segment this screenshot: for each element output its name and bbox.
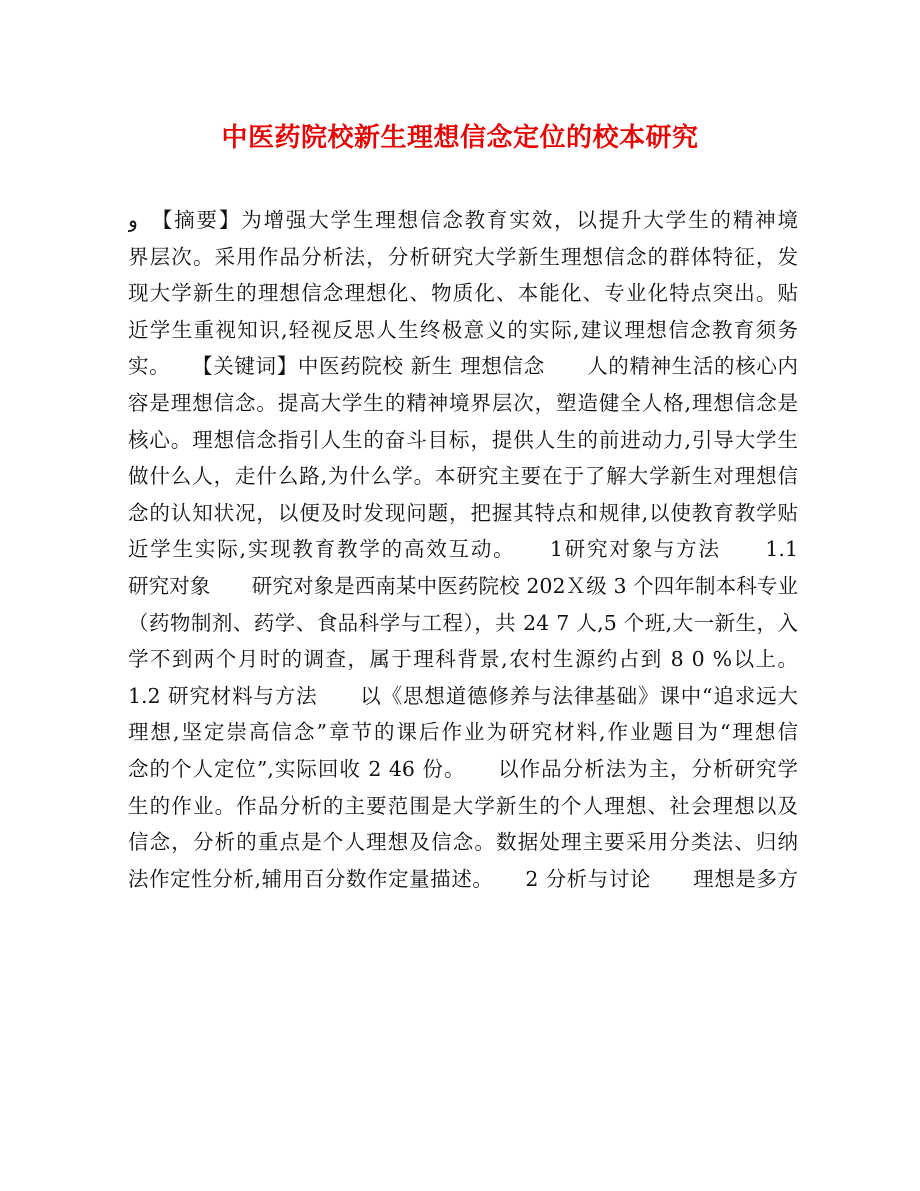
body-line: 法作定性分析,辅用百分数作定量描述。 2 分析与讨论 理想是多方: [128, 866, 798, 891]
body-line: 容是理想信念。提高大学生的精神境界层次，塑造健全人格,理想信念是: [128, 390, 798, 415]
body-line: ﻭ 【摘要】为增强大学生理想信念教育实效，以提升大学生的精神境: [128, 208, 798, 232]
body-line: 信念，分析的重点是个人理想及信念。数据处理主要采用分类法、归纳: [128, 830, 798, 855]
body-line: 1.2 研究材料与方法 以《思想道德修养与法律基础》课中“追求远大: [128, 683, 798, 708]
body-line: 核心。理想信念指引人生的奋斗目标，提供人生的前进动力,引导大学生: [128, 427, 798, 452]
body-line: 理想,坚定崇高信念”章节的课后作业为研究材料,作业题目为“理想信: [128, 720, 798, 745]
body-line: 生的作业。作品分析的主要范围是大学新生的个人理想、社会理想以及: [128, 793, 798, 818]
body-line: 近学生重视知识,轻视反思人生终极意义的实际,建议理想信念教育须务: [128, 317, 798, 342]
body-line: 念的认知状况，以便及时发现问题，把握其特点和规律,以使教育教学贴: [128, 500, 798, 525]
body-line: 近学生实际,实现教育教学的高效互动。 1研究对象与方法 1.1: [128, 537, 798, 562]
body-line: 做什么人，走什么路,为什么学。本研究主要在于了解大学新生对理想信: [128, 464, 798, 489]
body-line: 学不到两个月时的调查，属于理科背景,农村生源约占到 8 0 %以上。: [128, 647, 798, 672]
body-line: 现大学新生的理想信念理想化、物质化、本能化、专业化特点突出。贴: [128, 281, 798, 306]
body-line: 实。 【关键词】中医药院校 新生 理想信念 人的精神生活的核心内: [128, 354, 798, 379]
body-line: 念的个人定位”,实际回收 2 46 份。 以作品分析法为主，分析研究学: [128, 756, 798, 781]
body-line: 界层次。采用作品分析法，分析研究大学新生理想信念的群体特征，发: [128, 244, 798, 269]
body-line: 研究对象 研究对象是西南某中医药院校 202Ｘ级 3 个四年制本科专业: [128, 573, 798, 598]
document-body: [128, 202, 798, 897]
body-line: （药物制剂、药学、食品科学与工程），共 24 7 人,5 个班,大一新生，入: [128, 610, 798, 635]
document-title: 中医药院校新生理想信念定位的校本研究: [221, 123, 699, 153]
